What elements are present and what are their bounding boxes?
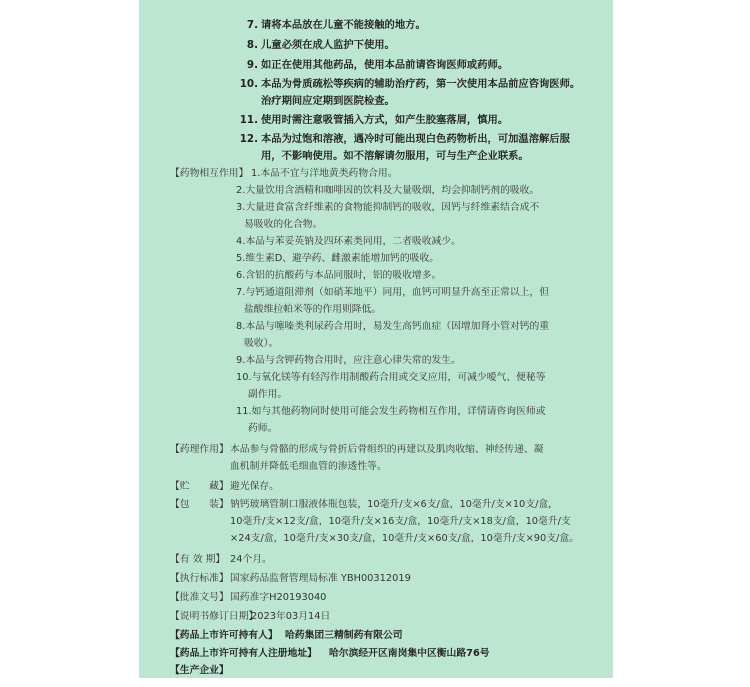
- leaflet-sheet: [139, 0, 613, 678]
- pharmacology-label: 【药理作用】: [170, 444, 229, 455]
- approval-value: 国药准字H20193040: [230, 592, 327, 603]
- warning-10-cont: [237, 94, 607, 109]
- warning-10: [237, 77, 607, 92]
- interaction-item-7: 7.与钙通道阻滞剂（如硝苯地平）同用，血钙可明显升高至正常以上，但: [236, 287, 550, 298]
- holder-value: 哈药集团三精制药有限公司: [285, 630, 403, 641]
- warning-text: 使用时需注意吸管插入方式，如产生胶塞落屑，慎用。: [261, 114, 509, 126]
- warning-text: 本品为过饱和溶液，遇冷时可能出现白色药物析出，可加温溶解后服: [261, 133, 570, 145]
- revision-value: 2023年03月14日: [251, 611, 331, 622]
- manufacturer-label: 【生产企业】: [170, 665, 229, 676]
- warning-number: 11.: [239, 114, 258, 126]
- warning-9: [237, 58, 607, 73]
- warning-text: 用，不影响使用。如不溶解请勿服用，可与生产企业联系。: [261, 150, 529, 162]
- interaction-item-8-cont: 吸收）。: [244, 338, 279, 349]
- interaction-item-2: 2.大量饮用含酒精和咖啡因的饮料及大量吸烟，均会抑制钙剂的吸收。: [236, 185, 540, 196]
- warning-12-cont: [237, 149, 607, 164]
- storage-value: 避光保存。: [230, 481, 279, 492]
- interaction-item-10-cont: 副作用。: [248, 389, 288, 400]
- interaction-item-5: 5.维生素D、避孕药、雌激素能增加钙的吸收。: [236, 253, 440, 264]
- warning-text: 本品为骨质疏松等疾病的辅助治疗药，第一次使用本品前应咨询医师。: [261, 78, 581, 90]
- validity-label: 【有 效 期】: [170, 554, 226, 565]
- holder-address-label: 【药品上市许可持有人注册地址】: [170, 648, 317, 659]
- revision-label: 【说明书修订日期】: [170, 611, 259, 622]
- interaction-item-3-cont: 易吸收的化合物。: [244, 219, 323, 230]
- storage-label: 【贮 藏】: [170, 481, 229, 492]
- warning-text: 儿童必须在成人监护下使用。: [261, 39, 395, 51]
- standard-value: 国家药品监督管理局标准 YBH00312019: [230, 573, 411, 584]
- warning-number: 12.: [239, 133, 258, 145]
- package-line-1: 钠钙玻璃管制口服液体瓶包装，10毫升/支×6支/盒，10毫升/支×10支/盒，: [230, 499, 558, 510]
- holder-address-value: 哈尔滨经开区南岗集中区衡山路76号: [329, 648, 490, 659]
- holder-label: 【药品上市许可持有人】: [170, 630, 278, 641]
- standard-label: 【执行标准】: [170, 573, 229, 584]
- interaction-item-10: 10.与氧化镁等有轻泻作用制酸药合用或交叉应用，可减少嗳气、便秘等: [236, 372, 546, 383]
- interaction-item-1: 1.本品不宜与洋地黄类药物合用。: [251, 168, 398, 179]
- pharmacology-text-cont: 血机制并降低毛细血管的渗透性等。: [230, 461, 387, 472]
- interaction-item-6: 6.含铝的抗酸药与本品同服时，铝的吸收增多。: [236, 270, 442, 281]
- package-line-2: 10毫升/支×12支/盒，10毫升/支×16支/盒，10毫升/支×18支/盒，10毫升/支: [230, 516, 571, 527]
- warning-11: [237, 113, 607, 128]
- warning-text: 如正在使用其他药品，使用本品前请咨询医师或药师。: [261, 59, 509, 71]
- approval-label: 【批准文号】: [170, 592, 229, 603]
- warning-number: 9.: [246, 59, 258, 71]
- pharmacology-text: 本品参与骨骼的形成与骨折后骨组织的再建以及肌肉收缩、神经传递、凝: [230, 444, 544, 455]
- warning-text: 请将本品放在儿童不能接触的地方。: [261, 19, 426, 31]
- interaction-item-11-cont: 药师。: [248, 423, 278, 434]
- interaction-item-9: 9.本品与含钾药物合用时，应注意心律失常的发生。: [236, 355, 461, 366]
- interaction-item-7-cont: 盐酸维拉帕米等的作用则降低。: [244, 304, 382, 315]
- package-line-3: ×24支/盒，10毫升/支×30支/盒，10毫升/支×60支/盒，10毫升/支×90支/盒。: [230, 533, 579, 544]
- warning-text: 治疗期间应定期到医院检查。: [261, 95, 395, 107]
- warning-8: [237, 38, 607, 53]
- interaction-item-3: 3.大量进食富含纤维素的食物能抑制钙的吸收，因钙与纤维素结合成不: [236, 202, 540, 213]
- warning-12: [237, 132, 607, 147]
- interaction-item-8: 8.本品与噻嗪类利尿药合用时，易发生高钙血症（因增加肾小管对钙的重: [236, 321, 550, 332]
- warning-7: [237, 18, 607, 33]
- package-label: 【包 装】: [170, 499, 229, 510]
- warning-number: 10.: [239, 78, 258, 90]
- warning-number: 7.: [246, 19, 258, 31]
- warning-number: 8.: [246, 39, 258, 51]
- validity-value: 24个月。: [230, 554, 272, 565]
- interactions-label: 【药物相互作用】: [170, 168, 249, 179]
- interaction-item-11: 11.如与其他药物同时使用可能会发生药物相互作用，详情请咨询医师或: [236, 406, 546, 417]
- interaction-item-4: 4.本品与苯妥英钠及四环素类同用，二者吸收减少。: [236, 236, 461, 247]
